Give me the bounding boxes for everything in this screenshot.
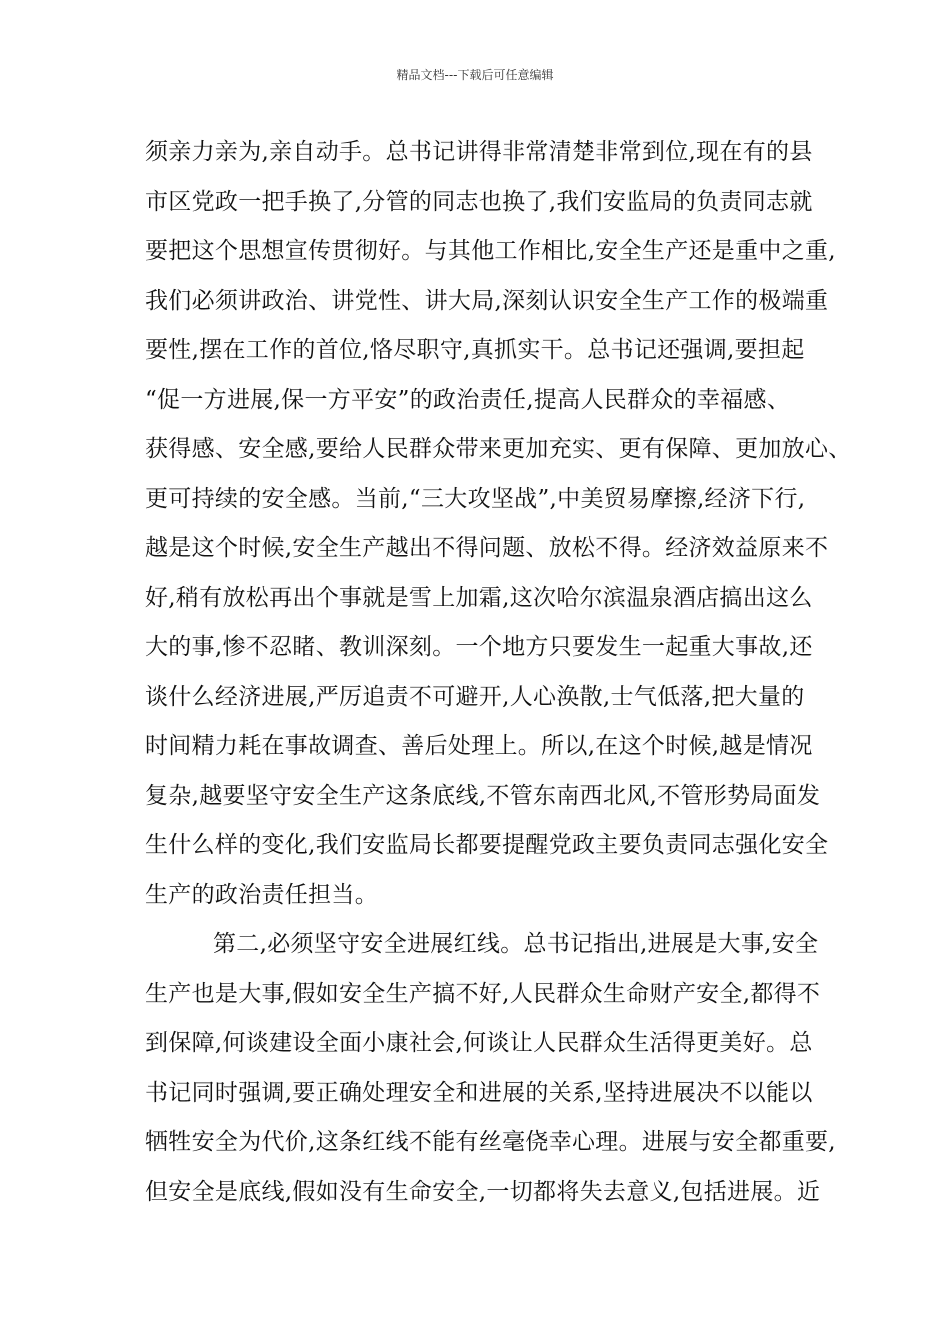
text-line: 我们必须讲政治、讲党性、讲大局,深刻认识安全生产工作的极端重 bbox=[145, 287, 829, 314]
text-line: 大的事,惨不忍睹、教训深刻。一个地方只要发生一起重大事故,还 bbox=[145, 634, 813, 660]
text-line: 时间精力耗在事故调查、善后处理上。所以,在这个时候,越是情况 bbox=[145, 733, 813, 759]
text-line: 要把这个思想宣传贯彻好。与其他工作相比,安全生产还是重中之重, bbox=[145, 238, 836, 264]
text-line: 复杂,越要坚守安全生产这条底线,不管东南西北风,不管形势局面发 bbox=[145, 782, 821, 809]
text-line: 生产的政治责任担当。 bbox=[145, 881, 378, 908]
body-text bbox=[145, 128, 852, 1217]
text-line: 更可持续的安全感。当前,“三大攻坚战”,中美贸易摩擦,经济下行, bbox=[145, 485, 806, 512]
text-line: 要性,摆在工作的首位,恪尽职守,真抓实干。总书记还强调,要担起 bbox=[145, 337, 805, 363]
text-line: 须亲力亲为,亲自动手。总书记讲得非常清楚非常到位,现在有的县 bbox=[145, 139, 813, 165]
text-line: 生什么样的变化,我们安监局长都要提醒党政主要负责同志强化安全 bbox=[145, 832, 829, 858]
page-header: 精品文档---下载后可任意编辑 bbox=[396, 68, 554, 82]
text-line: 生产也是大事,假如安全生产搞不好,人民群众生命财产安全,都得不 bbox=[145, 980, 821, 1007]
text-line: 但安全是底线,假如没有生命安全,一切都将失去意义,包括进展。近 bbox=[145, 1178, 821, 1205]
text-line: 市区党政一把手换了,分管的同志也换了,我们安监局的负责同志就 bbox=[145, 188, 813, 215]
text-line: 获得感、安全感,要给人民群众带来更加充实、更有保障、更加放心、 bbox=[145, 436, 852, 462]
paragraph-start-line: 第二,必须坚守安全进展红线。总书记指出,进展是大事,安全 bbox=[213, 931, 819, 957]
text-line: 越是这个时候,安全生产越出不得问题、放松不得。经济效益原来不 bbox=[145, 535, 829, 561]
text-line: 书记同时强调,要正确处理安全和进展的关系,坚持进展决不以能以 bbox=[145, 1079, 813, 1106]
text-line: “促一方进展,保一方平安”的政治责任,提高人民群众的幸福感、 bbox=[145, 386, 791, 413]
text-line: 到保障,何谈建设全面小康社会,何谈让人民群众生活得更美好。总 bbox=[145, 1030, 813, 1056]
text-line: 谈什么经济进展,严厉追责不可避开,人心涣散,士气低落,把大量的 bbox=[145, 683, 805, 710]
text-line: 好,稍有放松再出个事就是雪上加霜,这次哈尔滨温泉酒店搞出这么 bbox=[145, 584, 813, 611]
text-line: 牺牲安全为代价,这条红线不能有丝毫侥幸心理。进展与安全都重要, bbox=[145, 1129, 836, 1155]
